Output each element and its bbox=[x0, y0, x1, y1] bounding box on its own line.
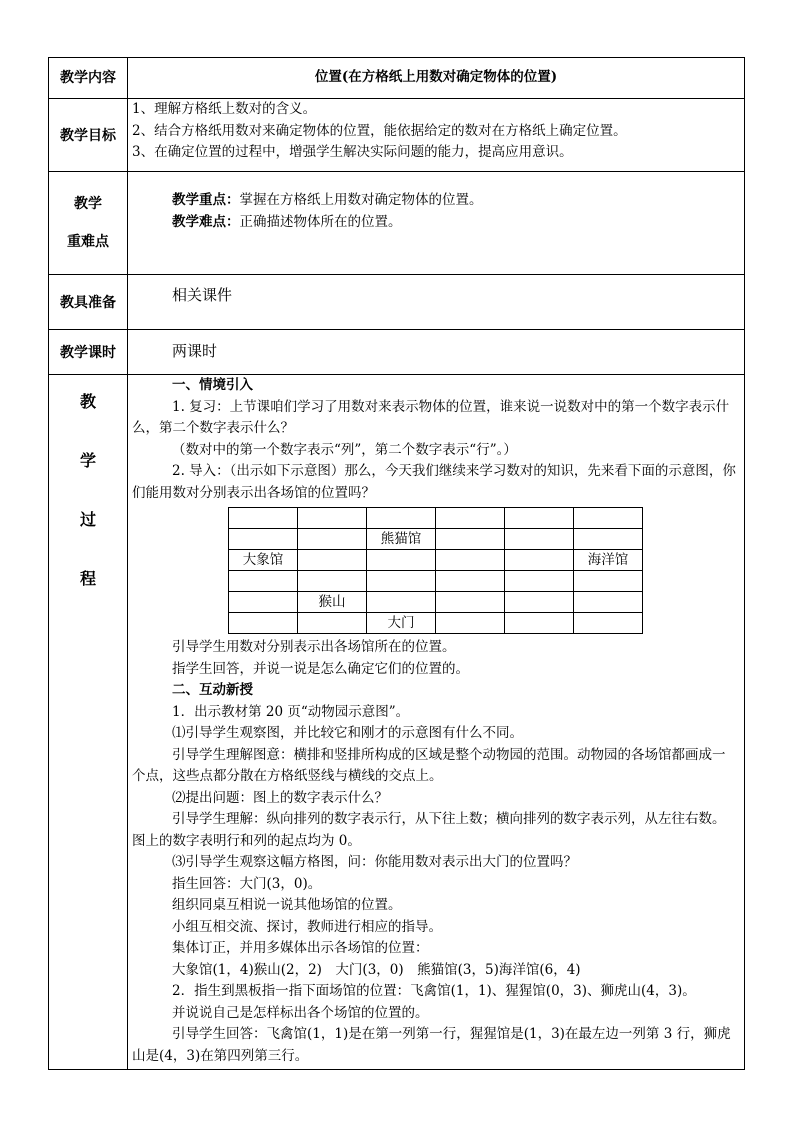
grid-row bbox=[229, 592, 643, 613]
difficulty-line bbox=[128, 212, 744, 234]
grid-cell bbox=[298, 529, 367, 550]
cell-hours bbox=[128, 330, 745, 375]
lesson-plan-table bbox=[48, 57, 745, 1070]
grid-cell bbox=[436, 529, 505, 550]
label-content: 教学内容 bbox=[49, 58, 128, 99]
s2-line: ⑴引导学生观察图，并比较它和刚才的示意图有什么不同。 bbox=[172, 725, 523, 741]
cell-goals bbox=[128, 99, 745, 172]
grid-cell bbox=[436, 508, 505, 529]
process-char-4: 程 bbox=[79, 569, 96, 588]
label-materials: 教具准备 bbox=[49, 275, 128, 330]
label-keypoints bbox=[49, 172, 128, 275]
grid-row bbox=[229, 508, 643, 529]
grid-cell bbox=[574, 529, 643, 550]
grid-cell bbox=[505, 592, 574, 613]
difficulty-label: 教学难点： bbox=[172, 213, 240, 230]
row-materials bbox=[49, 275, 745, 330]
s2-line: ⑵提出问题：图上的数字表示什么？ bbox=[172, 789, 388, 806]
row-goals bbox=[49, 99, 745, 172]
grid-row bbox=[229, 550, 643, 571]
label-goals: 教学目标 bbox=[49, 99, 128, 172]
grid-cell bbox=[574, 508, 643, 529]
cell-materials bbox=[128, 275, 745, 330]
process-char-1: 教 bbox=[79, 392, 96, 411]
grid-cell-ocean: 海洋馆 bbox=[574, 550, 643, 571]
grid-cell bbox=[505, 508, 574, 529]
process-char-2: 学 bbox=[79, 451, 96, 470]
grid-cell bbox=[436, 571, 505, 592]
process-vertical-label bbox=[49, 375, 127, 625]
grid-cell bbox=[229, 592, 298, 613]
difficulty-text: 正确描述物体所在的位置。 bbox=[239, 213, 402, 230]
s1-paragraph-3: 2. 导入：（出示如下示意图）那么，今天我们继续来学习数对的知识，先来看下面的示意图，你们能用数对分别表示出各场馆的位置吗？ bbox=[132, 463, 736, 501]
goal-item-1: 1、理解方格纸上数对的含义。 bbox=[132, 101, 317, 117]
cell-keypoints bbox=[128, 172, 745, 275]
grid-cell bbox=[367, 550, 436, 571]
grid-cell-gate: 大门 bbox=[367, 613, 436, 634]
s2-line: 并说说自己是怎样标出各个场馆的位置的。 bbox=[172, 1004, 429, 1021]
grid-row bbox=[229, 571, 643, 592]
grid-cell-monkey: 猴山 bbox=[298, 592, 367, 613]
s2-line: 引导学生回答：飞禽馆(1，1)是在第一列第一行，猩猩馆是(1，3)在最左边一列第 3 行，狮虎山是(4，3)在第四列第三行。 bbox=[132, 1026, 731, 1064]
s2-line: 小组互相交流、探讨，教师进行相应的指导。 bbox=[172, 918, 442, 935]
s2-line: 引导学生理解：纵向排列的数字表示行，从下往上数；横向排列的数字表示列，从左往右数。图上的数字表明行和列的起点均为 0。 bbox=[132, 811, 726, 849]
grid-cell bbox=[298, 508, 367, 529]
s2-line: 大象馆(1，4)猴山(2，2) 大门(3，0) 熊猫馆(3，5)海洋馆(6，4) bbox=[172, 961, 581, 978]
goal-item-3: 3、在确定位置的过程中，增强学生解决实际问题的能力，提高应用意识。 bbox=[132, 144, 573, 160]
s1-paragraph-4: 引导学生用数对分别表示出各场馆所在的位置。 bbox=[172, 639, 456, 655]
row-process bbox=[49, 375, 745, 1070]
cell-process bbox=[128, 375, 745, 1070]
label-keypoints-line1: 教学 bbox=[74, 196, 102, 212]
grid-cell-elephant: 大象馆 bbox=[229, 550, 298, 571]
s2-line: 引导学生理解图意：横排和竖排所构成的区域是整个动物园的范围。动物园的各场馆都画成一个点，这些点都分散在方格纸竖线与横线的交点上。 bbox=[132, 746, 726, 784]
s1-paragraph-1: 1. 复习：上节课咱们学习了用数对来表示物体的位置，谁来说一说数对中的第一个数字表示什么，第二个数字表示什么？ bbox=[132, 398, 730, 436]
s1-paragraph-5: 指学生回答，并说一说是怎么确定它们的位置的。 bbox=[172, 660, 469, 677]
grid-cell bbox=[298, 571, 367, 592]
grid-row bbox=[229, 613, 643, 634]
label-keypoints-line2: 重难点 bbox=[67, 234, 109, 250]
s2-line: 集体订正，并用多媒体出示各场馆的位置： bbox=[172, 940, 429, 956]
grid-cell bbox=[367, 592, 436, 613]
cell-content-value bbox=[128, 58, 745, 99]
hours-value: 两课时 bbox=[172, 342, 218, 361]
row-keypoints bbox=[49, 172, 745, 275]
grid-cell bbox=[229, 571, 298, 592]
focus-label: 教学重点： bbox=[172, 192, 240, 208]
focus-line bbox=[128, 190, 744, 212]
grid-cell bbox=[229, 508, 298, 529]
grid-cell bbox=[505, 613, 574, 634]
grid-cell bbox=[298, 613, 367, 634]
grid-cell bbox=[574, 613, 643, 634]
s2-line: 1．出示教材第 20 页“动物园示意图”。 bbox=[172, 703, 410, 720]
s2-line: ⑶引导学生观察这幅方格图，问：你能用数对表示出大门的位置吗？ bbox=[172, 854, 577, 870]
grid-cell bbox=[505, 550, 574, 571]
section2-title: 二、互动新授 bbox=[172, 682, 253, 698]
section1-title: 一、情境引入 bbox=[172, 377, 253, 393]
grid-row bbox=[229, 529, 643, 550]
label-hours: 教学课时 bbox=[49, 330, 128, 375]
focus-text: 掌握在方格纸上用数对确定物体的位置。 bbox=[239, 192, 483, 208]
grid-cell bbox=[229, 529, 298, 550]
process-char-3: 过 bbox=[79, 510, 96, 529]
grid-cell bbox=[298, 550, 367, 571]
s2-line: 2．指生到黑板指一指下面场馆的位置：飞禽馆(1，1)、猩猩馆(0，3)、狮虎山(4，3)。 bbox=[172, 983, 696, 999]
row-content bbox=[49, 58, 745, 99]
zoo-grid bbox=[228, 507, 643, 634]
grid-cell bbox=[436, 592, 505, 613]
s2-line: 指生回答：大门(3，0)。 bbox=[172, 875, 322, 892]
grid-cell bbox=[505, 529, 574, 550]
s1-paragraph-2: （数对中的第一个数字表示“列”，第二个数字表示“行”。） bbox=[172, 441, 517, 458]
grid-cell bbox=[436, 613, 505, 634]
grid-cell bbox=[367, 571, 436, 592]
grid-cell bbox=[505, 571, 574, 592]
goal-item-2: 2、结合方格纸用数对来确定物体的位置，能依据给定的数对在方格纸上确定位置。 bbox=[132, 122, 627, 139]
s2-line: 组织同桌互相说一说其他场馆的位置。 bbox=[172, 897, 402, 913]
row-hours bbox=[49, 330, 745, 375]
lesson-title: 位置(在方格纸上用数对确定物体的位置) bbox=[314, 69, 558, 85]
grid-cell bbox=[574, 571, 643, 592]
grid-cell bbox=[436, 550, 505, 571]
materials-value: 相关课件 bbox=[172, 286, 233, 305]
grid-cell bbox=[367, 508, 436, 529]
grid-cell bbox=[229, 613, 298, 634]
label-process bbox=[49, 375, 128, 1070]
grid-cell bbox=[574, 592, 643, 613]
grid-cell-panda: 熊猫馆 bbox=[367, 529, 436, 550]
